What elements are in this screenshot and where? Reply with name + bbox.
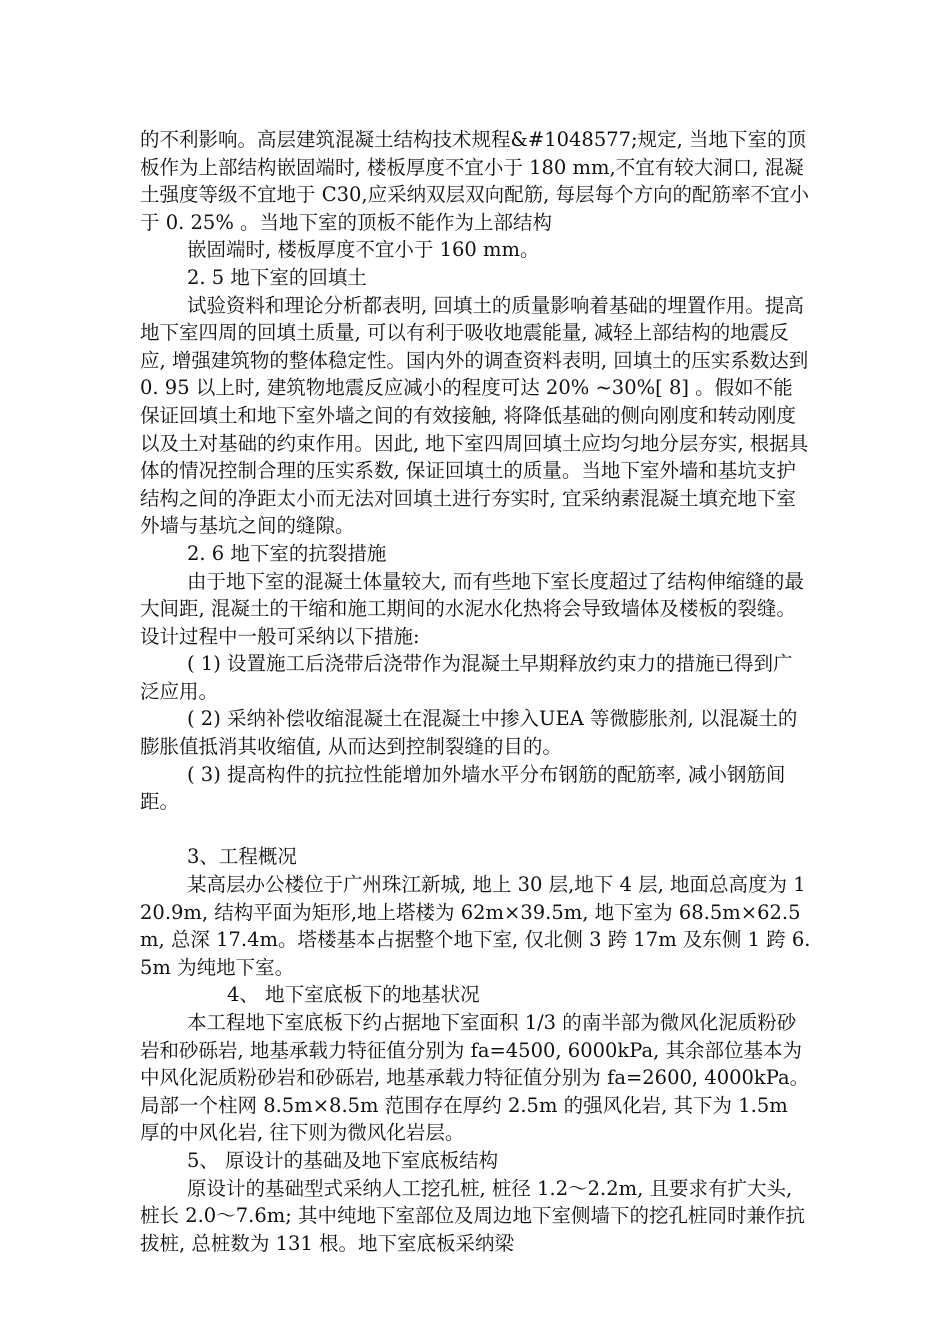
- paragraph-foundation-conditions: 本工程地下室底板下约占据地下室面积 1/3 的南半部为微风化泥质粉砂岩和砂砾岩, 地基承载力特征值分别为 fa=4500, 6000kPa, 其余部位基本为中风化泥质粉砂岩和砂砾岩, 地基承载力特征值分别为 fa=2600, 4000kPa。局部一个柱网 8.5m×8.5m 范围存在厚约 2.5m 的强风化岩, 其下为 1.5m 厚的中风化岩, 往下则为微风化岩层。: [140, 1011, 810, 1145]
- blank-line: [140, 816, 812, 844]
- paragraph-roof-slab: 的不利影响。高层建筑混凝土结构技术规程&#1048577;规定, 当地下室的顶板作为上部结构嵌固端时, 楼板厚度不宜小于 180 mm,不宜有较大洞口, 混凝土强度等级不宜地于 C30,应采纳双层双向配筋, 每层每个方向的配筋率不宜小于 0. 25% 。当地下室的顶板不能作为上部结构: [140, 128, 810, 234]
- section-heading-2-6: 2. 6 地下室的抗裂措施: [187, 541, 387, 565]
- list-item-1: ( 1) 设置施工后浇带后浇带作为混凝土早期释放约束力的措施已得到广泛应用。: [140, 652, 793, 703]
- section-heading-5: 5、 原设计的基础及地下室底板结构: [187, 1148, 499, 1172]
- paragraph-original-design: 原设计的基础型式采纳人工挖孔桩, 桩径 1.2～2.2m, 且要求有扩大头, 桩长 2.0～7.6m; 其中纯地下室部位及周边地下室侧墙下的挖孔桩同时兼作抗拔桩, 总桩数为 131 根。地下室底板采纳梁: [140, 1176, 805, 1255]
- paragraph-backfill: 试验资料和理论分析都表明, 回填土的质量影响着基础的埋置作用。提高地下室四周的回填土质量, 可以有利于吸收地震能量, 减轻上部结构的地震反应, 增强建筑物的整体稳定性。国内外的调查资料表明, 回填土的压实系数达到 0. 95 以上时, 建筑物地震反应减小的程度可达 20% ~30%[ 8] 。假如不能保证回填土和地下室外墙之间的有效接触, 将降低基础的侧向刚度和转动刚度以及土对基础的约束作用。因此, 地下室四周回填土应均匀地分层夯实, 根据具体的情况控制合理的压实系数, 保证回填土的质量。当地下室外墙和基坑支护结构之间的净距太小而无法对回填土进行夯实时, 宜采纳素混凝土填充地下室外墙与基坑之间的缝隙。: [140, 293, 809, 538]
- section-heading-2-5: 2. 5 地下室的回填土: [187, 265, 367, 289]
- list-item-3: ( 3) 提高构件的抗拉性能增加外墙水平分布钢筋的配筋率, 减小钢筋间距。: [140, 762, 786, 814]
- paragraph-embedded-end: 嵌固端时, 楼板厚度不宜小于 160 mm。: [187, 238, 540, 262]
- list-item-2: ( 2) 采纳补偿收缩混凝土在混凝土中掺入UEA 等微膨胀剂, 以混凝土的膨胀值抵消其收缩值, 从而达到控制裂缝的目的。: [140, 707, 798, 759]
- paragraph-project-overview: 某高层办公楼位于广州珠江新城, 地上 30 层,地下 4 层, 地面总高度为 120.9m, 结构平面为矩形,地上塔楼为 62m×39.5m, 地下室为 68.5m×62.5m, 总深 17.4m。塔楼基本占据整个地下室, 仅北侧 3 跨 17m 及东侧 1 跨 6.5m 为纯地下室。: [140, 873, 811, 979]
- section-heading-3: 3、工程概况: [187, 845, 297, 869]
- section-heading-4: 4、 地下室底板下的地基状况: [227, 983, 480, 1007]
- document-body: [140, 126, 812, 1257]
- paragraph-crack-intro: 由于地下室的混凝土体量较大, 而有些地下室长度超过了结构伸缩缝的最大间距, 混凝土的干缩和施工期间的水泥水化热将会导致墙体及楼板的裂缝。设计过程中一般可采纳以下措施:: [140, 569, 804, 648]
